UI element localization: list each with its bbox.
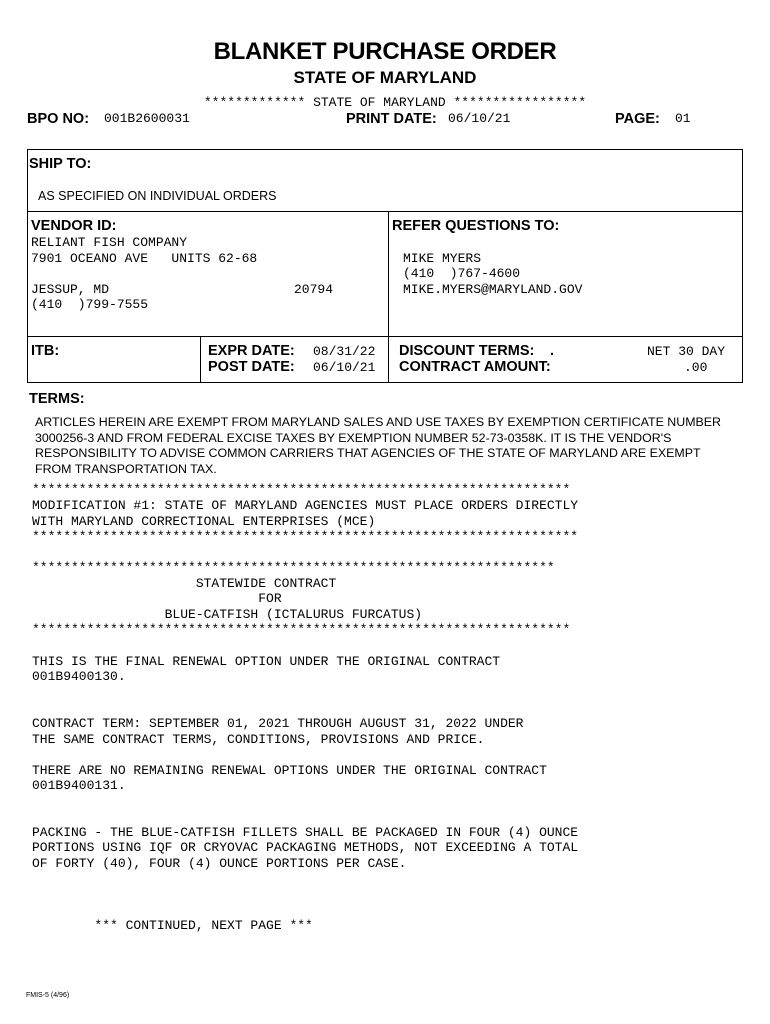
vendor-address: 7901 OCEANO AVE UNITS 62-68 bbox=[31, 251, 258, 266]
post-date-value: 06/10/21 bbox=[313, 360, 376, 375]
vendor-id-label: VENDOR ID: bbox=[31, 218, 117, 234]
contract-term-line: CONTRACT TERM: SEPTEMBER 01, 2021 THROUGH AUGUST 31, 2022 UNDER bbox=[32, 716, 524, 731]
form-id: FMIS-5 (4/96) bbox=[26, 992, 70, 999]
contract-amount-value: .00 bbox=[684, 360, 708, 375]
separator-line: ********************************************************************** bbox=[32, 529, 579, 544]
expr-date-label: EXPR DATE: bbox=[208, 343, 295, 359]
separator-line: ******************************************************************* bbox=[32, 560, 555, 575]
contact-phone: (410 )767-4600 bbox=[403, 266, 521, 281]
page-value: 01 bbox=[675, 111, 691, 126]
order-info-box bbox=[27, 149, 743, 383]
document-subtitle: STATE OF MARYLAND bbox=[293, 68, 477, 87]
separator-line: ********************************************************************* bbox=[32, 622, 571, 637]
terms-label: TERMS: bbox=[29, 391, 85, 407]
bpo-no-value: 001B2600031 bbox=[104, 111, 190, 126]
divider-vertical-right bbox=[388, 211, 389, 383]
contact-name: MIKE MYERS bbox=[403, 251, 482, 266]
vendor-phone: (410 )799-7555 bbox=[31, 297, 149, 312]
contract-heading-line: STATEWIDE CONTRACT bbox=[32, 576, 337, 591]
contact-email: MIKE.MYERS@MARYLAND.GOV bbox=[403, 282, 583, 297]
print-date-value: 06/10/21 bbox=[448, 111, 511, 126]
separator-line: ********************************************************************* bbox=[32, 482, 571, 497]
packing-line: OF FORTY (40), FOUR (4) OUNCE PORTIONS PER CASE. bbox=[32, 856, 407, 871]
bpo-no-label: BPO NO: bbox=[27, 111, 90, 127]
ship-to-value: AS SPECIFIED ON INDIVIDUAL ORDERS bbox=[38, 189, 277, 203]
divider-ship-to bbox=[27, 211, 743, 212]
packing-line: PACKING - THE BLUE-CATFISH FILLETS SHALL BE PACKAGED IN FOUR (4) OUNCE bbox=[32, 825, 579, 840]
refer-questions-label: REFER QUESTIONS TO: bbox=[392, 218, 560, 234]
discount-terms-dot: . bbox=[550, 343, 555, 359]
renewal-line: THIS IS THE FINAL RENEWAL OPTION UNDER THE ORIGINAL CONTRACT bbox=[32, 654, 501, 669]
document-title: BLANKET PURCHASE ORDER bbox=[213, 38, 557, 65]
print-date-label: PRINT DATE: bbox=[346, 111, 437, 127]
contract-amount-label: CONTRACT AMOUNT: bbox=[399, 359, 551, 375]
discount-terms-label: DISCOUNT TERMS: bbox=[399, 343, 535, 359]
renewal-options-line: THERE ARE NO REMAINING RENEWAL OPTIONS UNDER THE ORIGINAL CONTRACT bbox=[32, 763, 547, 778]
itb-label: ITB: bbox=[31, 343, 60, 359]
discount-terms-value: NET 30 DAY bbox=[647, 344, 726, 359]
page-label: PAGE: bbox=[615, 111, 660, 127]
divider-vendor bbox=[27, 336, 743, 337]
expr-date-value: 08/31/22 bbox=[313, 344, 376, 359]
ship-to-label: SHIP TO: bbox=[29, 156, 92, 172]
contract-heading-line: BLUE-CATFISH (ICTALURUS FURCATUS) bbox=[32, 607, 423, 622]
packing-line: PORTIONS USING IQF OR CRYOVAC PACKAGING METHODS, NOT EXCEEDING A TOTAL bbox=[32, 840, 579, 855]
divider-vertical-left bbox=[200, 336, 201, 383]
contract-term-line: THE SAME CONTRACT TERMS, CONDITIONS, PROVISIONS AND PRICE. bbox=[32, 732, 485, 747]
renewal-line: 001B9400130. bbox=[32, 669, 126, 684]
post-date-label: POST DATE: bbox=[208, 359, 295, 375]
vendor-zip: 20794 bbox=[294, 282, 334, 297]
continued-notice: *** CONTINUED, NEXT PAGE *** bbox=[32, 918, 313, 933]
vendor-name: RELIANT FISH COMPANY bbox=[31, 235, 188, 250]
contract-heading-line: FOR bbox=[32, 591, 282, 606]
renewal-options-line: 001B9400131. bbox=[32, 778, 126, 793]
modification-line: WITH MARYLAND CORRECTIONAL ENTERPRISES (MCE) bbox=[32, 514, 376, 529]
terms-body: ARTICLES HEREIN ARE EXEMPT FROM MARYLAND SALES AND USE TAXES BY EXEMPTION CERTIFICATE NUMBER 3000256-3 AND FROM FEDERAL EXCISE TAXES BY EXEMPTION NUMBER 52-73-0358K. IT IS THE VENDOR'S RESPONSIBILITY TO ADVISE COMMON CARRIERS THAT AGENCIES OF THE STATE OF MARYLAND ARE EXEMPT FROM TRANSPORTATION TAX. bbox=[35, 415, 722, 476]
vendor-city-state: JESSUP, MD bbox=[31, 282, 110, 297]
state-banner: ************* STATE OF MARYLAND ***************** bbox=[203, 95, 587, 110]
modification-line: MODIFICATION #1: STATE OF MARYLAND AGENCIES MUST PLACE ORDERS DIRECTLY bbox=[32, 498, 579, 513]
